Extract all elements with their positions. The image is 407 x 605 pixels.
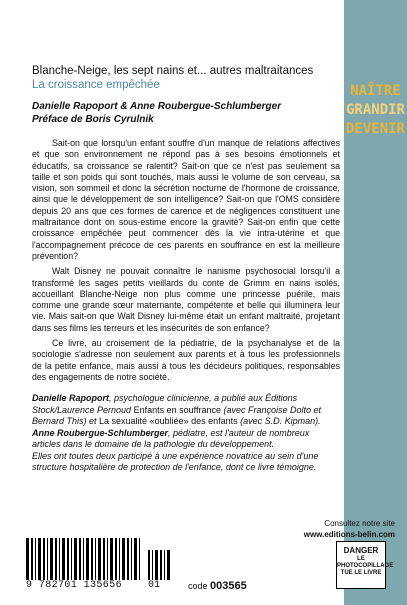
danger-line-2: PHOTOCOPILLAGE xyxy=(337,563,394,569)
photocopy-warning-logo xyxy=(330,538,394,592)
danger-line-1: LE xyxy=(357,556,365,562)
author-bios xyxy=(32,393,340,474)
isbn-barcode xyxy=(26,538,140,580)
bio-closing: Elles ont toutes deux participé à une expérience novatrice au sein d'une structure hospitalière de protection de l'enfance, dont ce livre témoigne. xyxy=(32,450,319,473)
book-authors: Danielle Rapoport & Anne Roubergue-Schlumberger xyxy=(32,101,282,112)
back-cover-content xyxy=(32,64,340,474)
blurb xyxy=(32,138,340,383)
bio-author-2-text: , pédiatre, est l'auteur de nombreux articles dans le domaine de la pathologie du développement. xyxy=(32,427,310,450)
bio-author-1-text-2: (avec Françoise Dolto et Bernard This) et xyxy=(32,404,322,427)
collection-title xyxy=(344,82,407,139)
product-code-value: 003565 xyxy=(210,580,247,592)
bio-author-2 xyxy=(32,428,340,451)
publisher-site xyxy=(304,518,395,540)
isbn-number: 9 782701 135656 xyxy=(26,580,123,591)
blurb-paragraph-1: Sait-on que lorsqu'un enfant souffre d'un manque de relations affectives et que son environnement ne répond pas à ses besoins émotionnels et éducatifs, sa croissance se ralentit? Sait-on que ce n'est pas seulement sa taille et son poids qui sont touchés, mais aussi le volume de son cerveau, sa vision, son sommeil et donc la sécrétion nocturne de l'hormone de croissance, ainsi que le développement de son intelligence? Sait-on que l'OMS considère depuis 20 ans que ces formes de carence et de négligences constituent une maltraitance dont on sous-estime encore la gravité? Sait-on enfin que cette croissance empêchée peut commencer dès la vie intra-utérine et que l'accompagnement précoce de ces parents en souffrance en est la meilleure prévention? xyxy=(32,138,340,261)
site-url: www.editions-belin.com xyxy=(303,530,395,539)
bio-author-1-text-3: (avec S.D. Kipman). xyxy=(237,416,321,427)
danger-title: DANGER xyxy=(343,546,379,555)
bio-author-1-name: Danielle Rapoport xyxy=(32,393,110,404)
barcode-addon-number: 01 xyxy=(148,580,161,591)
book-subtitle: La croissance empêchée xyxy=(32,79,160,91)
collection-word-2: GRANDIR xyxy=(345,102,405,118)
site-label: Consultez notre site xyxy=(324,519,395,528)
bio-author-1-text-1: , psychologue clinicienne, a publié aux Éditions Stock/Laurence Pernoud xyxy=(32,393,298,415)
danger-box xyxy=(336,541,394,589)
bio-author-1-book-2: La sexualité «oubliée» des enfants xyxy=(99,416,238,427)
product-code-label: code xyxy=(188,581,208,591)
bio-author-2-name: Anne Roubergue-Schlumberger xyxy=(32,427,169,438)
collection-word-1: NAÎTRE xyxy=(350,83,401,99)
bio-author-1 xyxy=(32,393,340,428)
collection-word-3: DEVENIR xyxy=(345,121,405,137)
product-code xyxy=(188,580,247,592)
bio-author-1-book-1: Enfants en souffrance xyxy=(133,404,221,415)
book-title: Blanche-Neige, les sept nains et... autres maltraitances xyxy=(32,65,314,77)
danger-line-3: TUE LE LIVRE xyxy=(340,570,382,576)
blurb-paragraph-2: Walt Disney ne pouvait connaître le nanisme psychosocial lorsqu'il a transformé les sages petits vieillards du conte de Grimm en nains isolés, accueillant Blanche-Neige non plus comme une princesse puérile, mais comme une grande sœur maternante, compétente et belle qui illuminera leur vie. Mais sait-on que Walt Disney lui-même était un enfant maltraité, projetant dans ses films les terreurs et les insécurités de son enfance? xyxy=(32,266,340,333)
barcode-addon xyxy=(148,550,170,580)
blurb-paragraph-3: Ce livre, au croisement de la pédiatrie, de la psychanalyse et de la sociologie s'adresse non seulement aux parents et à tous les professionnels de la petite enfance, mais aussi à tous les décideurs politiques, responsables des engagements de notre société. xyxy=(32,338,340,382)
book-preface: Préface de Boris Cyrulnik xyxy=(32,114,154,125)
